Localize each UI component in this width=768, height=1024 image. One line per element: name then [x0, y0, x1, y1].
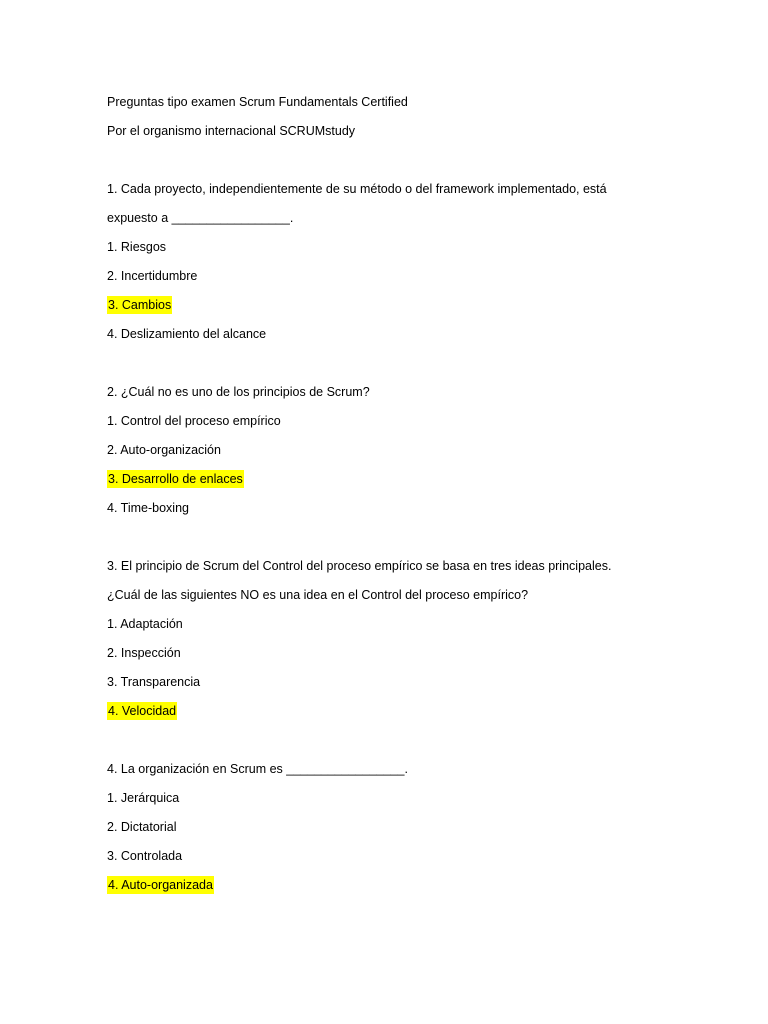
- answer-option: 1. Jerárquica: [107, 791, 180, 805]
- answer-option-correct: [107, 873, 727, 902]
- blank-line: [107, 148, 727, 177]
- answer-option: 4. Deslizamiento del alcance: [107, 327, 267, 341]
- answer-option: 2. Inspección: [107, 646, 181, 660]
- blank-line: [107, 351, 727, 380]
- question-4: [107, 757, 727, 902]
- blank-line: [107, 728, 727, 757]
- answer-option: 1. Riesgos: [107, 240, 167, 254]
- question-stem-continued: ¿Cuál de las siguientes NO es una idea en el Control del proceso empírico?: [107, 588, 529, 602]
- document-title: Preguntas tipo examen Scrum Fundamentals Certified: [107, 95, 408, 109]
- highlighted-answer: 4. Auto-organizada: [108, 878, 213, 892]
- question-3: [107, 554, 727, 728]
- answer-option: 1. Adaptación: [107, 617, 183, 631]
- question-stem-continued: expuesto a _________________.: [107, 211, 294, 225]
- question-stem: 3. El principio de Scrum del Control del proceso empírico se basa en tres ideas principales.: [107, 559, 612, 573]
- question-stem: 1. Cada proyecto, independientemente de su método o del framework implementado, está: [107, 182, 607, 196]
- question-stem: 2. ¿Cuál no es uno de los principios de Scrum?: [107, 385, 370, 399]
- answer-option-correct: [107, 467, 727, 496]
- answer-option: 3. Controlada: [107, 849, 183, 863]
- question-1: [107, 177, 727, 351]
- answer-option: 3. Transparencia: [107, 675, 201, 689]
- question-stem: 4. La organización en Scrum es _________________.: [107, 762, 408, 776]
- answer-option: 2. Auto-organización: [107, 443, 221, 457]
- highlighted-answer: 4. Velocidad: [108, 704, 177, 718]
- highlighted-answer: 3. Desarrollo de enlaces: [108, 472, 243, 486]
- blank-line: [107, 525, 727, 554]
- answer-option: 2. Incertidumbre: [107, 269, 198, 283]
- document-body: [107, 90, 727, 902]
- document-subtitle: Por el organismo internacional SCRUMstudy: [107, 124, 356, 138]
- answer-option-correct: [107, 293, 727, 322]
- answer-option-correct: [107, 699, 727, 728]
- question-2: [107, 380, 727, 525]
- highlighted-answer: 3. Cambios: [108, 298, 172, 312]
- answer-option: 4. Time-boxing: [107, 501, 189, 515]
- answer-option: 1. Control del proceso empírico: [107, 414, 281, 428]
- answer-option: 2. Dictatorial: [107, 820, 177, 834]
